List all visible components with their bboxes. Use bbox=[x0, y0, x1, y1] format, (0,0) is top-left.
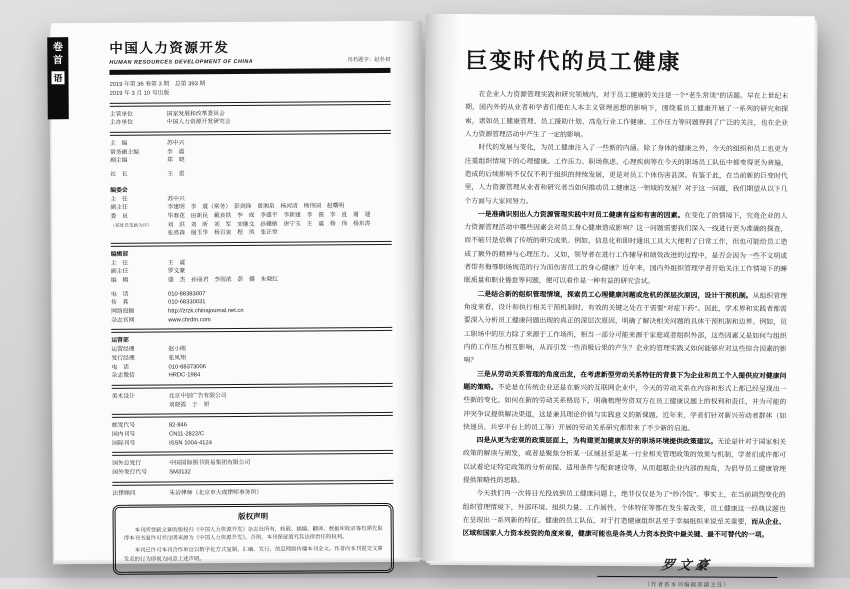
legal-section bbox=[112, 488, 393, 499]
masthead-row: 主 任 苏中兴 bbox=[110, 193, 391, 204]
divider bbox=[111, 241, 392, 247]
masthead-row: 编 辑 盛 杰 孙丽君 李雨浓 彭 健 朱晓红 bbox=[111, 275, 392, 286]
copyright-title: 版权声明 bbox=[124, 510, 383, 523]
masthead-row: 电 话 010-88383007 bbox=[111, 289, 392, 300]
divider bbox=[112, 450, 393, 456]
masthead-row: 传 真 010-68330031 bbox=[111, 297, 392, 308]
article-title: 巨变时代的员工健康 bbox=[465, 44, 788, 77]
masthead-row: 发行经理 张凤翔 bbox=[111, 353, 392, 364]
paragraph-text: 从组织管理角度来看，设计和执行相关干预机制时，有效的关键之处在于需要“对症下药”。因此，学术界和实践者都需要深入分析员工健康问题出现的真正的深层次原因，明确了解决相关问题的具体干预机制和边界。例如，员工职场中的压力除了来源于工作场所，相当一部分可能来源于家庭或者组织外部，这些因素又是如何与组织内的工作压力相互影响，从而引发一些消极后果的产生？企业的管理实践又如何能够应对这些综合因素的影响？ bbox=[464, 293, 787, 365]
paragraph-text: 无论是针对于国家相关政策的解读与阐发，或者是聚焦分析某一区域甚至是某一行业相关管理政策的效果与机制，学者们或许都可以试着论证特定政策的分析前提、适用条件与配套建设等，从而超越企业内部的视角，为倡导员工健康管理提供策略性的思路。 bbox=[463, 439, 786, 485]
article-content bbox=[462, 44, 788, 547]
masthead-row: 副主编 郑 晓 bbox=[110, 155, 391, 166]
masthead-row: 杂志官网 www.chrdm.com bbox=[111, 315, 392, 326]
calligraphy-credit: 刊名题字：赵朴初 bbox=[347, 56, 390, 65]
masthead-row: 国际刊号 ISSN 1004-4124 bbox=[112, 438, 393, 449]
foreword-tab-boxed-char: 语 bbox=[51, 71, 64, 84]
foreign-section bbox=[112, 458, 393, 477]
masthead-content bbox=[109, 37, 394, 550]
operations-heading: 运营部 bbox=[111, 335, 392, 346]
issue-line: 2019 年第 36 卷第 3 期 总第 393 期 bbox=[110, 79, 391, 90]
masthead-row: 主 编 苏中兴 bbox=[110, 138, 391, 149]
author-signature: 罗文豪 bbox=[642, 554, 732, 576]
divider bbox=[112, 383, 393, 389]
board-heading: 编委会 bbox=[110, 185, 391, 196]
board-section bbox=[110, 193, 391, 212]
masthead-row: 法律顾问 朱岩律师（北京市大成律师事务所） bbox=[112, 488, 393, 499]
org-section bbox=[110, 109, 391, 128]
copyright-paragraph: 本刊已许可本刊合作单位以数字化方式复制、汇编、发行、信息网络传播本刊全文。作者向本刊提交文章发表的行为即视为同意上述声明。 bbox=[124, 545, 383, 564]
signature-line bbox=[597, 576, 777, 578]
issue-info bbox=[110, 79, 391, 98]
board-members-label: 委 员 （按姓氏笔画为序） bbox=[110, 212, 167, 238]
masthead-row: 主办单位 中国人力资源开发研究会 bbox=[110, 117, 391, 128]
design-section bbox=[112, 391, 393, 410]
paragraph-text: 在企业人力资源管理实践和研究领域内，对于员工健康的关注是一个“老生常谈”的话题。早在上世纪末期，国内外的从业者和学者们便在人本主义管理思想的影响下，围绕着员工健康开展了一系列的研究和探索，诸如员工健康管理、员工援助计划、高危行业工作健康、工作压力等问题得到了广泛的关注，也在企业人力资源管理活动中产生了一定的影响。 bbox=[465, 91, 788, 139]
foreword-tab-char: 卷 bbox=[53, 43, 63, 53]
journal-title-en: HUMAN RESOURCES DEVELOPMENT OF CHINA bbox=[109, 58, 253, 67]
masthead-row: 运营经理 赵小刚 bbox=[111, 344, 392, 355]
copyright-paragraph: 本刊所登载文章的版权归《中国人力资源开发》杂志社所有，转载、摘编、翻译、数据库收录等均须先取得本刊书面许可并注明来源为《中国人力资源开发》。否则，本刊保留追究其法律责任的权利。 bbox=[124, 525, 383, 544]
divider bbox=[110, 130, 391, 136]
masthead-row: 刘晓霞 于 妍 bbox=[112, 400, 393, 411]
board-member-line: 张亮森 谢玉华 杨百寅 程 凤 张正堂 bbox=[168, 228, 392, 238]
masthead-row: 国内刊号 CN11-2822/C bbox=[112, 429, 393, 440]
divider bbox=[112, 480, 393, 486]
masthead-row: 网络投稿 http://zrzk.chinajournal.net.cn bbox=[111, 306, 392, 317]
masthead-row: 主管单位 国家发展和改革委员会 bbox=[110, 109, 391, 120]
codes-section bbox=[112, 420, 393, 448]
masthead-row: 社 长 王 雷 bbox=[110, 169, 391, 180]
issue-line: 2019 年 3 月 10 号出版 bbox=[110, 88, 391, 99]
article-paragraph bbox=[464, 141, 787, 210]
board-member-line: 毕春花 田新民 戴良铁 李 成 李盛平 李新建 李 霞 李 直 谢 建 bbox=[167, 211, 391, 221]
paragraph-text: 在变化了的情境下，究竟企业的人力资源管理活动中哪些因素会对员工身心健康造成影响？这一问题需要我们深入一线进行更为准确的探查，而不能只是依赖了传统的研究成果。例如，信息化和即时通讯工具大大便利了日常工作，但也可能给员工造成了额外的精神与心理压力。又如，领导者在进行工作辅导和绩效改进的过程中，是否会因为一些不文明或者带有侮辱职场规范的行为而伤害员工的身心健康？近年来，国内外组织管理学者开始关注工作情境下的睡眠质量和职业倦怠等问题，便可以看作是一种有益的研究尝试。 bbox=[464, 212, 787, 285]
divider bbox=[112, 412, 393, 418]
masthead-row: 电 话 010-88373006 bbox=[112, 361, 393, 372]
article-paragraph bbox=[463, 434, 786, 489]
masthead-page bbox=[51, 21, 426, 561]
author-note: （作者系本刊编辑部副主任） bbox=[597, 580, 777, 589]
article-paragraph bbox=[464, 208, 787, 290]
article-paragraph bbox=[464, 288, 787, 370]
board-members-note: （按姓氏笔画为序） bbox=[111, 222, 152, 227]
masthead-row: 常务副主编 李 震 bbox=[110, 147, 391, 158]
paragraph-lead: 一是准确识别出人力资源管理实践中对员工健康有益和有害的因素。 bbox=[478, 211, 684, 219]
masthead-row: 杂志微信 HRDC-1984 bbox=[112, 370, 393, 381]
foreword-tab bbox=[47, 37, 69, 119]
operations-section bbox=[111, 344, 392, 381]
signature-block bbox=[597, 554, 777, 589]
header-bar bbox=[109, 68, 390, 75]
paragraph-lead: 二是结合新的组织管理情境，探索员工心理健康问题或危机的深层次原因，设计干预机制。 bbox=[478, 291, 753, 300]
divider bbox=[111, 327, 392, 333]
article-paragraph bbox=[462, 487, 785, 542]
article-paragraph bbox=[465, 88, 788, 143]
masthead-row: 副主任 罗文豪 bbox=[111, 266, 392, 277]
board-members bbox=[110, 211, 391, 239]
masthead-row: 副主任 李建明 李 震（常务） 彭剑锋 曾湘泉 杨河清 杨伟国 赵曙明 bbox=[110, 202, 391, 213]
divider bbox=[110, 101, 391, 107]
journal-title-cn: 中国人力资源开发 bbox=[109, 38, 253, 59]
paragraph-text: 今天我们再一次将目光投放到员工健康问题上，绝非仅仅是为了“炒冷饭”。事实上，在当前剧烈变化的组织管理情境下，外部环境、组织力量、工作属性、个体特征等都在发生着改变，员工健康这一经典议题也在呈现出一系列新的特征。健康的员工队伍，对于打造健康组织甚至于幸福组织来说至关重要， bbox=[463, 491, 786, 526]
editorial-heading: 编辑部 bbox=[111, 249, 392, 260]
article-page bbox=[422, 14, 814, 563]
foreword-tab-char: 首 bbox=[53, 56, 63, 66]
masthead-row: 国外发行代号 SM3132 bbox=[112, 467, 393, 478]
paragraph-bold-end: 而从企业、区域和国家人力资本投资的角度来看，健康可能也是各类人力资本投资中最关键、最不可替代的一项。 bbox=[462, 519, 785, 539]
article-body bbox=[462, 88, 788, 543]
editorial-section bbox=[111, 258, 392, 286]
masthead-row: 邮发代号 82-846 bbox=[112, 420, 393, 431]
contact-section bbox=[111, 289, 392, 326]
board-members-names bbox=[167, 211, 391, 239]
journal-header bbox=[109, 37, 390, 67]
article-paragraph bbox=[463, 368, 786, 437]
editors-section bbox=[110, 138, 391, 166]
paragraph-lead: 四是从更为宏观的政策层面上，为构建更加健康友好的职场环境提供政策建议。 bbox=[477, 437, 718, 445]
masthead-row: 主 任 王 震 bbox=[111, 258, 392, 269]
paragraph-lead: 三是从劳动关系管理的角度出发，在考虑新型劳动关系特征的背景下为企业和员工个人提供应对健康问题的策略。 bbox=[463, 371, 786, 391]
paragraph-text: 时代的发展与变化，为员工健康注入了一些新的内涵。除了身体的健康之外，今天的组织和员工也更为注重组织情境下的心理健康。工作压力、职场焦虑、心理疾病等在今天的职场员工队伍中都变得更为普遍，造成的后续影响不仅仅不利于组织的持续发展，更是对员工个体伤害甚深。有鉴于此，在当前新的巨变时代里，人力资源管理从业者和研究者当如何推动员工健康这一领域的发展？对于这一问题，我们期望从以下几个方面与大家同努力。 bbox=[465, 144, 788, 205]
board-member-line: 刘 洪 刘 昕 刘 军 宋继文 孙健敏 唐宁玉 王 震 杨 伟 杨东涛 bbox=[168, 220, 392, 230]
paragraph-text: 不论是在传统企业还是在新兴的互联网企业中，今天的劳动关系在内容和形式上都已经呈现出一些新的变化。如何在新的劳动关系格局下，明确梳理劳资双方在员工健康议题上的权利和责任，并为可能的冲突争议提供解决渠道，这是兼具理论价值与实践意义的新课题。近年来，学者们针对新兴劳动者群体（如快递员、共享平台上的员工等）开展的劳动关系研究都带来了不少新的启迪。 bbox=[463, 384, 786, 432]
masthead-row: 美术设计 北京中创广告有限公司 bbox=[112, 391, 393, 402]
masthead-row: 国外总发行 中国国际图书贸易集团有限公司 bbox=[112, 458, 393, 469]
copyright-box bbox=[112, 503, 393, 575]
journal-titles bbox=[109, 38, 253, 67]
